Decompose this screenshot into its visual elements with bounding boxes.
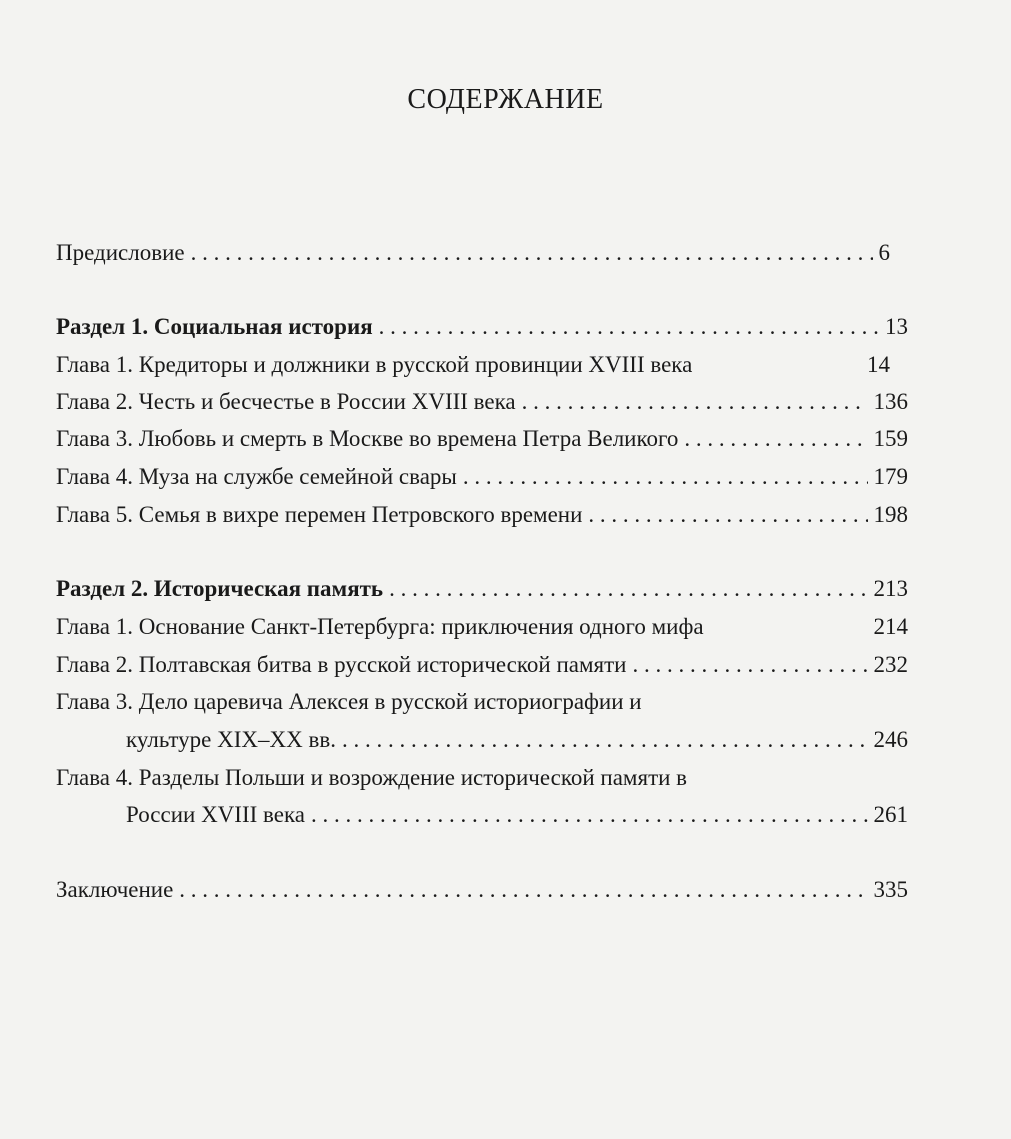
toc-leader-dots <box>342 725 868 755</box>
toc-entry-section-1[interactable] <box>56 312 908 342</box>
toc-entry-label: Заключение <box>56 877 174 902</box>
toc-page-number: 261 <box>873 802 908 827</box>
toc-leader-dots <box>311 800 868 830</box>
toc-entry-label: Глава 3. Любовь и смерть в Москве во времена Петра Великого <box>56 426 679 451</box>
toc-leader-dots <box>522 387 868 417</box>
toc-entry-chapter-1-5[interactable] <box>56 500 908 530</box>
toc-entry-chapter-2-2[interactable] <box>56 650 908 680</box>
toc-entry-chapter-1-1[interactable] <box>56 350 908 380</box>
toc-leader-dots <box>463 462 868 492</box>
toc-entry-label: Глава 2. Честь и бесчестье в России XVIII века <box>56 389 516 414</box>
toc-page-number: 179 <box>873 464 908 489</box>
toc-leader-dots <box>588 500 867 530</box>
toc-entry-label: Раздел 2. Историческая память <box>56 576 384 601</box>
toc-entry-chapter-2-4-line1[interactable] <box>56 763 908 793</box>
toc-page-number: 246 <box>873 727 908 752</box>
toc-page-number: 232 <box>873 652 908 677</box>
toc-entry-label-line1: Глава 3. Дело царевича Алексея в русской историографии и <box>56 689 642 714</box>
toc-entry-label: Глава 2. Полтавская битва в русской исторической памяти <box>56 652 627 677</box>
toc-page-number: 14 <box>867 352 890 377</box>
toc-page-number: 136 <box>873 389 908 414</box>
toc-entry-label: Предисловие <box>56 240 185 265</box>
toc-leader-dots <box>632 650 867 680</box>
toc-leader-dots <box>389 574 867 604</box>
toc-entry-label: России XVIII века <box>126 802 305 827</box>
toc-entry-chapter-2-4[interactable] <box>56 800 908 830</box>
toc-entry-label: Глава 4. Муза на службе семейной свары <box>56 464 457 489</box>
toc-entry-conclusion[interactable] <box>56 875 908 905</box>
toc-entry-label: Глава 1. Кредиторы и должники в русской провинции XVIII века <box>56 352 693 377</box>
toc-leader-dots <box>179 875 867 905</box>
toc-entry-chapter-2-3-line1[interactable] <box>56 687 908 717</box>
page-title: СОДЕРЖАНИЕ <box>407 84 604 115</box>
toc-page-number: 214 <box>873 614 908 639</box>
toc-entry-preface[interactable] <box>56 238 908 268</box>
toc-page-number: 335 <box>873 877 908 902</box>
toc-leader-dots <box>684 424 867 454</box>
toc-entry-label: Глава 1. Основание Санкт-Петербурга: приключения одного мифа <box>56 614 704 639</box>
toc-page-number: 159 <box>873 426 908 451</box>
toc-page-number: 198 <box>873 502 908 527</box>
toc-entry-chapter-1-2[interactable] <box>56 387 908 417</box>
toc-page-number: 13 <box>885 314 908 339</box>
toc-page-number: 6 <box>878 240 890 265</box>
toc-entry-chapter-2-3[interactable] <box>56 725 908 755</box>
toc-entry-chapter-2-1[interactable] <box>56 612 908 642</box>
toc-leader-dots <box>379 312 879 342</box>
toc-entry-label: Раздел 1. Социальная история <box>56 314 373 339</box>
toc-entry-label: Глава 5. Семья в вихре перемен Петровского времени <box>56 502 583 527</box>
toc-leader-dots <box>191 238 873 268</box>
toc-entry-label-line1: Глава 4. Разделы Польши и возрождение исторической памяти в <box>56 765 688 790</box>
toc-entry-chapter-1-4[interactable] <box>56 462 908 492</box>
toc-entry-label: культуре XIX–XX вв. <box>126 727 336 752</box>
toc-entry-section-2[interactable] <box>56 574 908 604</box>
toc-entry-chapter-1-3[interactable] <box>56 424 908 454</box>
toc-page-number: 213 <box>873 576 908 601</box>
